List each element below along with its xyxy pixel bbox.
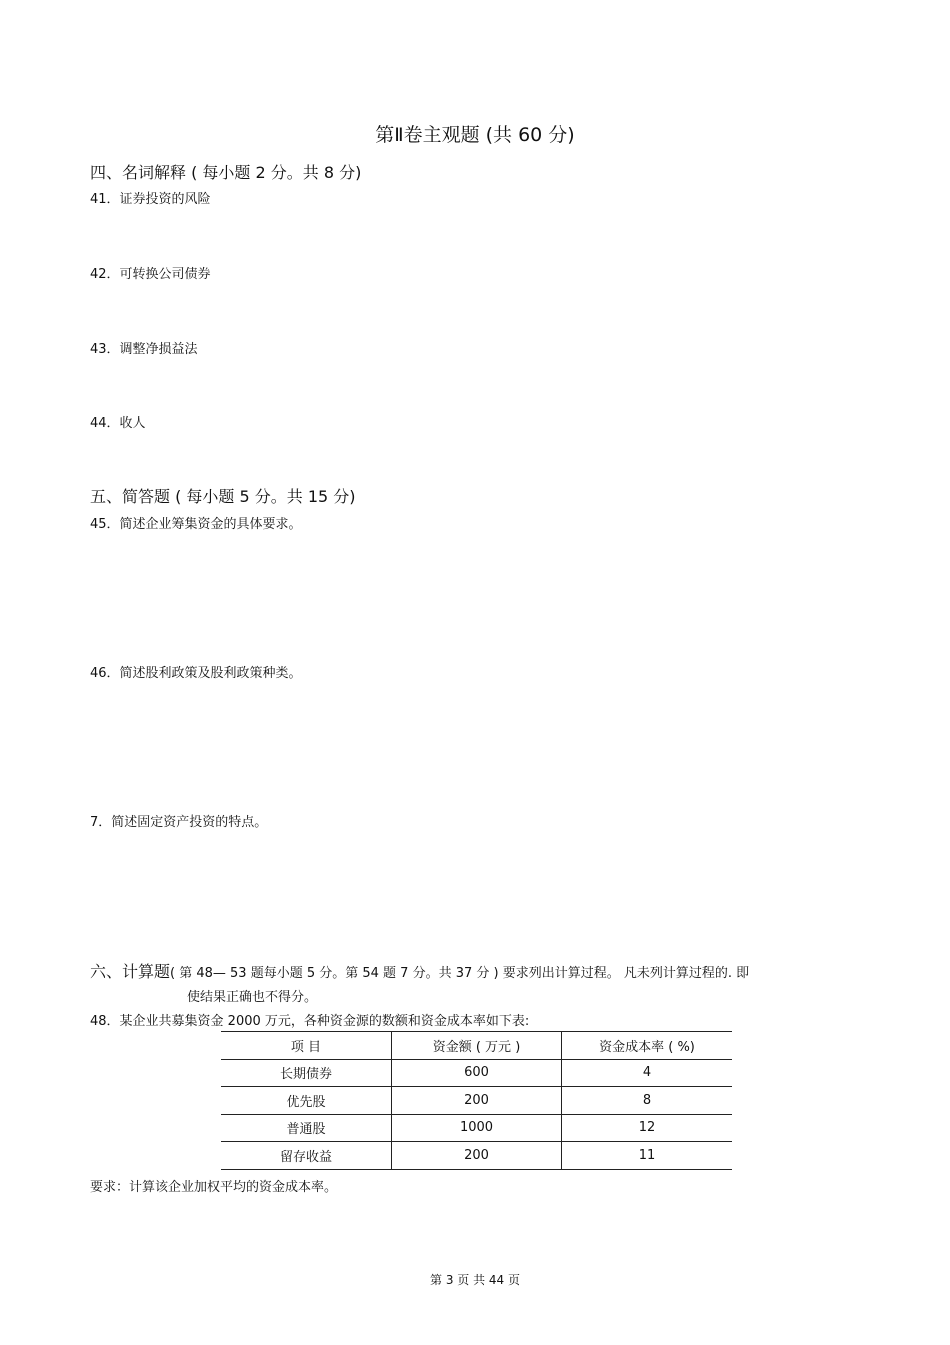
- page-footer: 第 3 页 共 44 页: [430, 1273, 520, 1287]
- question-48-requirement: 要求：计算该企业加权平均的资金成本率。: [90, 1180, 338, 1195]
- cell-rate: 11: [562, 1142, 733, 1170]
- question-48: 48．某企业共募集资金 2000 万元，各种资金源的数额和资金成本率如下表:: [90, 1014, 530, 1029]
- table-row: [221, 1114, 732, 1142]
- question-45: 45．简述企业筹集资金的具体要求。: [90, 517, 302, 532]
- question-47: 7．简述固定资产投资的特点。: [90, 815, 268, 830]
- header-item: 项 目: [221, 1032, 392, 1060]
- question-41: 41．证券投资的风险: [90, 192, 211, 207]
- question-44: 44．收人: [90, 416, 146, 431]
- cell-amount: 200: [392, 1142, 562, 1170]
- table-row: [221, 1087, 732, 1115]
- section-6-instructions-cont: 使结果正确也不得分。: [187, 990, 318, 1005]
- section-5-heading: 五、简答题 ( 每小题 5 分。共 15 分): [90, 487, 356, 506]
- section-6-title: 六、计算题: [90, 962, 171, 981]
- capital-cost-table: [221, 1031, 732, 1170]
- section-6-instructions: ( 第 48— 53 题每小题 5 分。第 54 题 7 分。共 37 分 ) 要求列出计算过程。 凡未列计算过程的. 即: [170, 966, 750, 981]
- page-title: 第Ⅱ卷主观题 (共 60 分): [375, 124, 575, 146]
- question-42: 42．可转换公司债券: [90, 267, 211, 282]
- question-46: 46．简述股利政策及股利政策种类。: [90, 666, 302, 681]
- header-amount: 资金额 ( 万元 ): [392, 1032, 562, 1060]
- cell-amount: 200: [392, 1087, 562, 1115]
- question-43: 43．调整净损益法: [90, 342, 198, 357]
- table-header-row: [221, 1032, 732, 1060]
- cell-item: 长期债券: [221, 1059, 392, 1087]
- cell-item: 留存收益: [221, 1142, 392, 1170]
- table-row: [221, 1059, 732, 1087]
- cell-item: 普通股: [221, 1114, 392, 1142]
- section-6-heading: [90, 959, 749, 982]
- section-4-heading: 四、名词解释 ( 每小题 2 分。共 8 分): [90, 163, 362, 182]
- cell-rate: 4: [562, 1059, 733, 1087]
- header-cost-rate: 资金成本率 ( %): [562, 1032, 733, 1060]
- cell-rate: 8: [562, 1087, 733, 1115]
- cell-amount: 600: [392, 1059, 562, 1087]
- cell-amount: 1000: [392, 1114, 562, 1142]
- cell-item: 优先股: [221, 1087, 392, 1115]
- table-row: [221, 1142, 732, 1170]
- cell-rate: 12: [562, 1114, 733, 1142]
